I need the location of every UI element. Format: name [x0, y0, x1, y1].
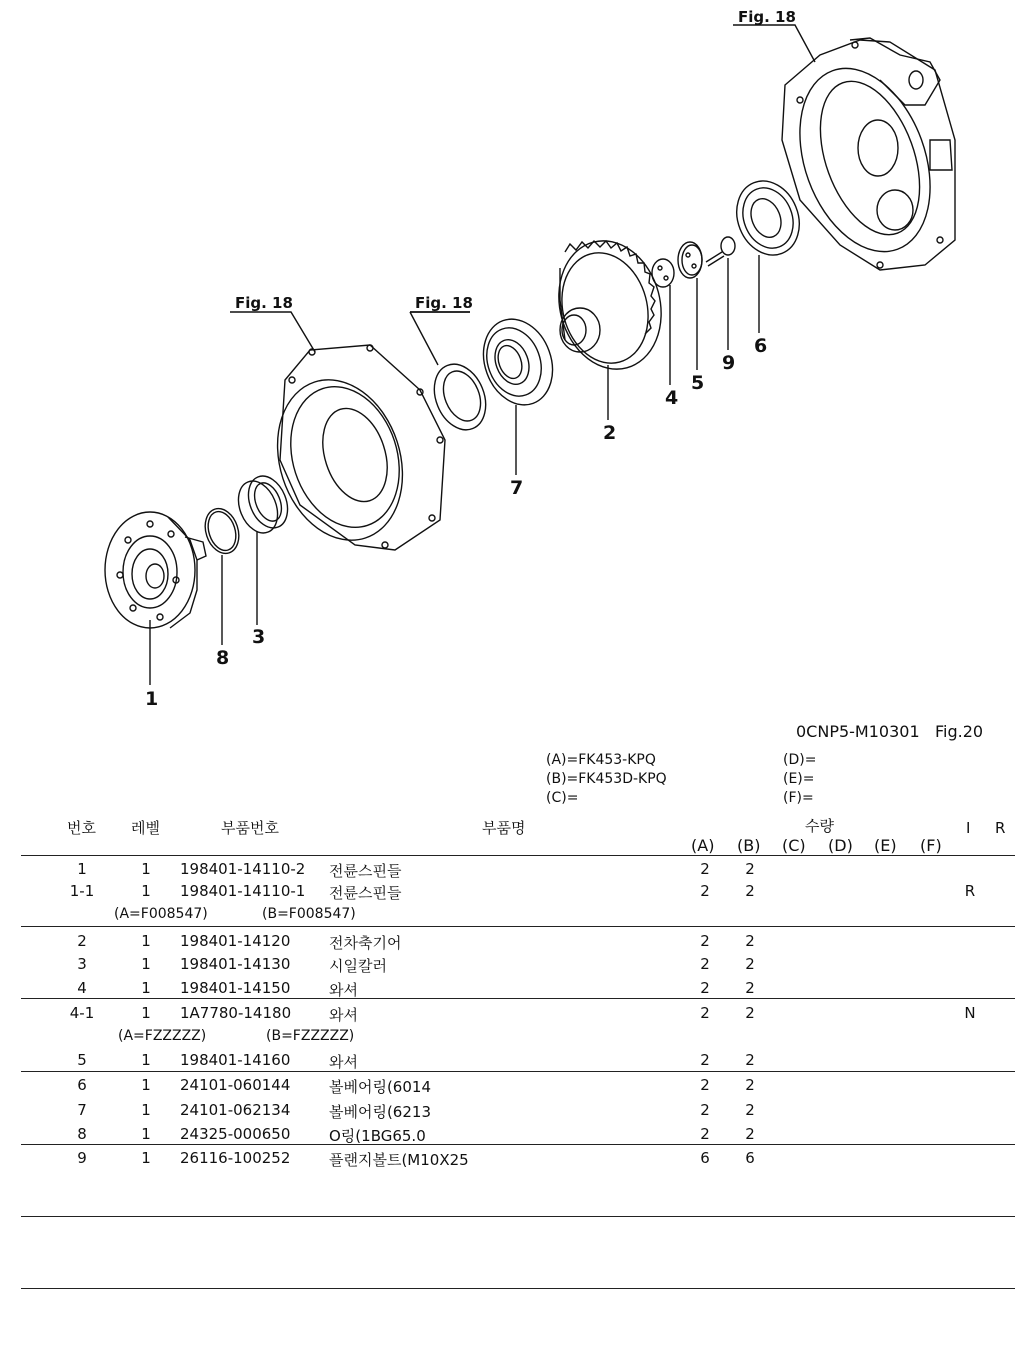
row-qty-a: 2: [700, 932, 710, 950]
row-qty-a: 2: [700, 1076, 710, 1094]
part-5-washer: [678, 242, 702, 278]
header-col-b: (B): [737, 836, 761, 855]
row-part-name: 와셔: [329, 1006, 358, 1024]
row-part-name: 볼베어링(6213: [329, 1103, 431, 1121]
row-no: 4: [77, 979, 87, 997]
group-divider: [21, 998, 1015, 999]
page-fig: Fig.20: [935, 722, 984, 741]
row-qty-a: 2: [700, 1051, 710, 1069]
row-level: 1: [141, 1101, 151, 1119]
header-col-a: (A): [691, 836, 715, 855]
part-4-washer: [652, 259, 674, 287]
part-2-bevel-gear: [545, 229, 675, 380]
row-part-no: 24101-060144: [180, 1076, 291, 1094]
row-part-name: 와셔: [329, 1053, 358, 1071]
row-flag-i: R: [964, 882, 976, 900]
header-col-c: (C): [782, 836, 806, 855]
callout-3: 3: [252, 626, 266, 648]
row-qty-a: 2: [700, 1004, 710, 1022]
table-end-divider: [21, 1216, 1015, 1217]
row-qty-b: 2: [745, 1051, 755, 1069]
header-col-e: (E): [874, 836, 897, 855]
row-no: 8: [77, 1125, 87, 1143]
row-part-name: 시일칼러: [329, 957, 387, 975]
axle-housing-upper: [776, 38, 955, 270]
row-qty-b: 2: [745, 860, 755, 878]
callout-7: 7: [510, 477, 524, 499]
row-level: 1: [141, 882, 151, 900]
header-level: 레벨: [131, 819, 160, 837]
row-no: 1-1: [69, 882, 95, 900]
model-c: (C)=: [546, 790, 579, 806]
row-part-name: 볼베어링(6014: [329, 1078, 431, 1096]
page-bottom-divider: [21, 1288, 1015, 1289]
part-1-spindle-flange: [105, 512, 206, 628]
model-e: (E)=: [783, 771, 815, 787]
row-part-no: 24325-000650: [180, 1125, 291, 1143]
row-qty-a: 2: [700, 1125, 710, 1143]
row-level: 1: [141, 979, 151, 997]
serial-note-b: (B=F008547): [262, 906, 356, 922]
model-a: (A)=FK453-KPQ: [546, 752, 656, 768]
serial-note-a: (A=FZZZZZ): [118, 1028, 207, 1044]
row-part-no: 198401-14150: [180, 979, 291, 997]
row-part-name: O링(1BG65.0: [329, 1127, 426, 1145]
page-code: 0CNP5-M10301: [796, 722, 920, 741]
part-8-o-ring: [200, 504, 245, 558]
row-part-no: 1A7780-14180: [180, 1004, 292, 1022]
header-part-no: 부품번호: [221, 819, 279, 837]
row-qty-a: 2: [700, 860, 710, 878]
row-part-no: 198401-14110-2: [180, 860, 306, 878]
row-qty-b: 2: [745, 1076, 755, 1094]
row-qty-a: 2: [700, 979, 710, 997]
row-qty-b: 2: [745, 1004, 755, 1022]
row-part-no: 198401-14130: [180, 955, 291, 973]
fig-ref-left: Fig. 18: [235, 294, 293, 312]
row-no: 6: [77, 1076, 87, 1094]
serial-note-b: (B=FZZZZZ): [266, 1028, 355, 1044]
fig-ref-top: Fig. 18: [738, 8, 796, 26]
row-qty-b: 2: [745, 979, 755, 997]
row-qty-b: 2: [745, 955, 755, 973]
part-3-seal-collar: [231, 470, 295, 539]
header-col-r: R: [995, 819, 1006, 837]
row-no: 5: [77, 1051, 87, 1069]
oil-seal-fig18: [425, 356, 495, 437]
row-part-name: 와셔: [329, 981, 358, 999]
row-no: 4-1: [69, 1004, 95, 1022]
row-level: 1: [141, 955, 151, 973]
row-qty-a: 2: [700, 1101, 710, 1119]
row-flag-i: N: [964, 1004, 976, 1022]
header-col-i: I: [966, 819, 971, 837]
callout-6: 6: [754, 335, 768, 357]
row-level: 1: [141, 1125, 151, 1143]
row-part-no: 26116-100252: [180, 1149, 291, 1167]
row-no: 2: [77, 932, 87, 950]
row-level: 1: [141, 860, 151, 878]
callout-2: 2: [603, 422, 617, 444]
row-level: 1: [141, 1051, 151, 1069]
row-qty-b: 2: [745, 1101, 755, 1119]
header-divider: [21, 855, 1015, 856]
header-col-d: (D): [828, 836, 853, 855]
part-6-ball-bearing: [726, 172, 810, 265]
header-col-f: (F): [920, 836, 942, 855]
callout-4: 4: [665, 387, 679, 409]
row-qty-a: 2: [700, 955, 710, 973]
row-qty-b: 6: [745, 1149, 755, 1167]
row-part-no: 198401-14120: [180, 932, 291, 950]
callout-9: 9: [722, 352, 736, 374]
row-part-no: 198401-14110-1: [180, 882, 306, 900]
row-part-name: 전륜스핀들: [329, 862, 402, 880]
callout-8: 8: [216, 647, 230, 669]
callout-5: 5: [691, 372, 705, 394]
group-divider: [21, 926, 1015, 927]
row-qty-a: 2: [700, 882, 710, 900]
row-part-name: 전륜스핀들: [329, 884, 402, 902]
model-b: (B)=FK453D-KPQ: [546, 771, 667, 787]
row-level: 1: [141, 1004, 151, 1022]
header-no: 번호: [67, 819, 96, 837]
model-f: (F)=: [783, 790, 814, 806]
row-part-no: 24101-062134: [180, 1101, 291, 1119]
axle-housing-left: [258, 345, 445, 557]
row-qty-b: 2: [745, 882, 755, 900]
row-qty-b: 2: [745, 1125, 755, 1143]
row-qty-b: 2: [745, 932, 755, 950]
group-divider: [21, 1144, 1015, 1145]
row-part-no: 198401-14160: [180, 1051, 291, 1069]
row-level: 1: [141, 1076, 151, 1094]
model-d: (D)=: [783, 752, 817, 768]
row-part-name: 플랜지볼트(M10X25: [329, 1151, 469, 1169]
row-qty-a: 6: [700, 1149, 710, 1167]
callout-1: 1: [145, 688, 159, 710]
header-qty: 수량: [805, 817, 834, 835]
row-part-name: 전차축기어: [329, 934, 402, 952]
group-divider: [21, 1071, 1015, 1072]
row-level: 1: [141, 1149, 151, 1167]
row-no: 3: [77, 955, 87, 973]
serial-note-a: (A=F008547): [114, 906, 208, 922]
fig-ref-middle: Fig. 18: [415, 294, 473, 312]
row-level: 1: [141, 932, 151, 950]
row-no: 7: [77, 1101, 87, 1119]
row-no: 1: [77, 860, 87, 878]
header-part-name: 부품명: [482, 819, 526, 837]
row-no: 9: [77, 1149, 87, 1167]
part-9-flange-bolt: [706, 237, 735, 266]
